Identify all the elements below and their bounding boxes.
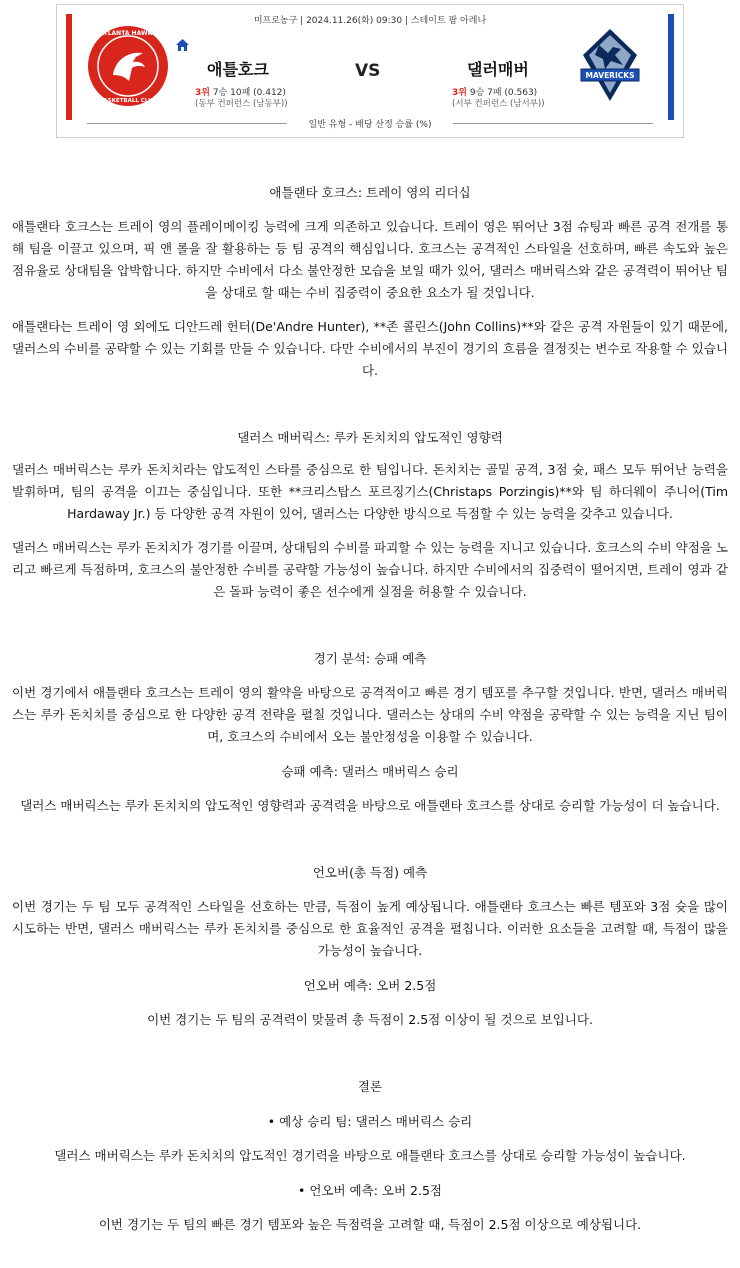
paragraph-hawks-2: 애틀랜타는 트레이 영 외에도 디안드레 헌터(De'Andre Hunter), **존 콜린스(John Collins)**와 같은 공격 자원들이 있기 때문에, 댈러스의 수비를 공략할 수 있는 기회를 만들 수 있습니다. 다만 수비에서의 부진이 경기의 흐름을 결정짓는 변수로 작용할 수 있습니다. bbox=[12, 319, 728, 378]
section-title-hawks: 애틀랜타 호크스: 트레이 영의 리더십 bbox=[269, 185, 471, 200]
home-color-bar bbox=[66, 14, 72, 120]
match-header-card bbox=[56, 4, 684, 138]
match-meta: 미프로농구 | 2024.11.26(화) 09:30 | 스테이트 팜 아레나 bbox=[253, 16, 487, 26]
away-rank: 3위 bbox=[452, 88, 467, 98]
section-title-overunder: 언오버(총 득점) 예측 bbox=[312, 865, 428, 880]
away-conference: (서부 컨퍼런스 (남서부)) bbox=[452, 99, 545, 109]
dallas-mavericks-logo bbox=[575, 25, 645, 105]
paragraph-hawks-1: 애틀랜타 호크스는 트레이 영의 플레이메이킹 능력에 크게 의존하고 있습니다. 트레이 영은 뛰어난 3점 슈팅과 빠른 공격 전개를 통해 팀을 이끌고 있으며, 픽 앤 롤을 잘 활용하는 등 팀 공격의 핵심입니다. 호크스는 공격적인 스타일을 선호하며, 빠른 속도와 높은 점유율로 상대팀을 압박합니다. 하지만 수비에서 다소 불안정한 모습을 보일 때가 있어, 댈러스 매버릭스와 같은 공격력이 뛰어난 팀을 상대로 할 때는 수비 집중력이 중요한 요소가 될 것입니다. bbox=[12, 219, 728, 300]
paragraph-analysis: 이번 경기에서 애틀랜타 호크스는 트레이 영의 활약을 바탕으로 공격적이고 빠른 경기 템포를 추구할 것입니다. 반면, 댈러스 매버릭스는 루카 돈치치를 중심으로 한 다양한 공격 전략을 펼칠 것입니다. 댈러스는 상대의 수비 약점을 공략할 수 있는 능력을 지닌 팀이며, 호크스의 수비에서 오는 불안정성을 이용할 수 있습니다. bbox=[12, 685, 728, 744]
paragraph-mavericks-1: 댈러스 매버릭스는 루카 돈치치라는 압도적인 스타를 중심으로 한 팀입니다. 돈치치는 골밑 공격, 3점 슛, 패스 모두 뛰어난 능력을 발휘하며, 팀의 공격을 이끄는 중심입니다. 또한 **크리스탑스 포르징기스(Christaps Porzingis)**와 팀 하더웨이 주니어(Tim Hardaway Jr.) 등 다양한 공격 자원이 있어, 댈러스는 다양한 방식으로 득점할 수 있는 능력을 갖추고 있습니다. bbox=[12, 462, 728, 521]
home-rank: 3위 bbox=[195, 88, 210, 98]
subsection-title-over: 언오버 예측: 오버 2.5점 bbox=[303, 978, 437, 993]
paragraph-overunder: 이번 경기는 두 팀 모두 공격적인 스타일을 선호하는 만큼, 득점이 높게 예상됩니다. 애틀랜타 호크스는 빠른 템포와 3점 슛을 많이 시도하는 반면, 댈러스 매버릭스는 루카 돈치치를 중심으로 한 효율적인 공격을 펼칩니다. 이러한 요소들을 고려할 때, 득점이 많을 가능성이 높습니다. bbox=[12, 899, 728, 958]
odds-type-label: 일반 유형 - 배당 산정 승률 (%) bbox=[308, 120, 432, 130]
away-color-bar bbox=[668, 14, 674, 120]
conclusion-paragraph-overunder: 이번 경기는 두 팀의 빠른 경기 템포와 높은 득점력을 고려할 때, 득점이 2.5점 이상으로 예상됩니다. bbox=[98, 1217, 642, 1232]
section-title-conclusion: 결론 bbox=[357, 1079, 383, 1094]
section-title-analysis: 경기 분석: 승패 예측 bbox=[313, 651, 427, 666]
away-record-text: 9승 7패 (0.563) bbox=[469, 88, 538, 98]
home-conference: (동부 컨퍼런스 (남동부)) bbox=[195, 99, 288, 109]
conclusion-item-overunder: • 언오버 예측: 오버 2.5점 bbox=[298, 1183, 442, 1198]
paragraph-over: 이번 경기는 두 팀의 공격력이 맞물려 총 득점이 2.5점 이상이 될 것으로 보입니다. bbox=[147, 1012, 593, 1027]
svg-text:BASKETBALL CLUB: BASKETBALL CLUB bbox=[99, 98, 157, 104]
paragraph-winner: 댈러스 매버릭스는 루카 돈치치의 압도적인 영향력과 공격력을 바탕으로 애틀랜타 호크스를 상대로 승리할 가능성이 더 높습니다. bbox=[20, 798, 720, 813]
section-title-mavericks: 댈러스 매버릭스: 루카 돈치치의 압도적인 영향력 bbox=[237, 430, 503, 445]
subsection-title-winner: 승패 예측: 댈러스 매버릭스 승리 bbox=[281, 764, 459, 779]
article-body bbox=[12, 181, 728, 1236]
conclusion-paragraph-winner: 댈러스 매버릭스는 루카 돈치치의 압도적인 경기력을 바탕으로 애틀랜타 호크스를 상대로 승리할 가능성이 높습니다. bbox=[54, 1148, 686, 1163]
vs-label: VS bbox=[355, 61, 381, 81]
away-team-name: 댈러매버 bbox=[467, 60, 529, 79]
atlanta-hawks-logo bbox=[87, 25, 169, 107]
footer-divider-right bbox=[453, 123, 653, 124]
home-icon bbox=[176, 39, 189, 51]
svg-text:ATLANTA HAWKS: ATLANTA HAWKS bbox=[99, 30, 157, 37]
home-record-text: 7승 10패 (0.412) bbox=[212, 88, 286, 98]
conclusion-item-winner: • 예상 승리 팀: 댈러스 매버릭스 승리 bbox=[267, 1114, 473, 1129]
home-team-name: 애틀호크 bbox=[207, 60, 269, 79]
svg-text:MAVERICKS: MAVERICKS bbox=[585, 71, 635, 80]
paragraph-mavericks-2: 댈러스 매버릭스는 루카 돈치치가 경기를 이끌며, 상대팀의 수비를 파괴할 수 있는 능력을 지니고 있습니다. 호크스의 수비 약점을 노리고 빠르게 득점하며, 호크스의 불안정한 수비를 공략할 가능성이 높습니다. 하지만 수비에서의 집중력이 떨어지면, 트레이 영과 같은 돌파 능력이 좋은 선수에게 실점을 허용할 수 있습니다. bbox=[12, 540, 728, 599]
